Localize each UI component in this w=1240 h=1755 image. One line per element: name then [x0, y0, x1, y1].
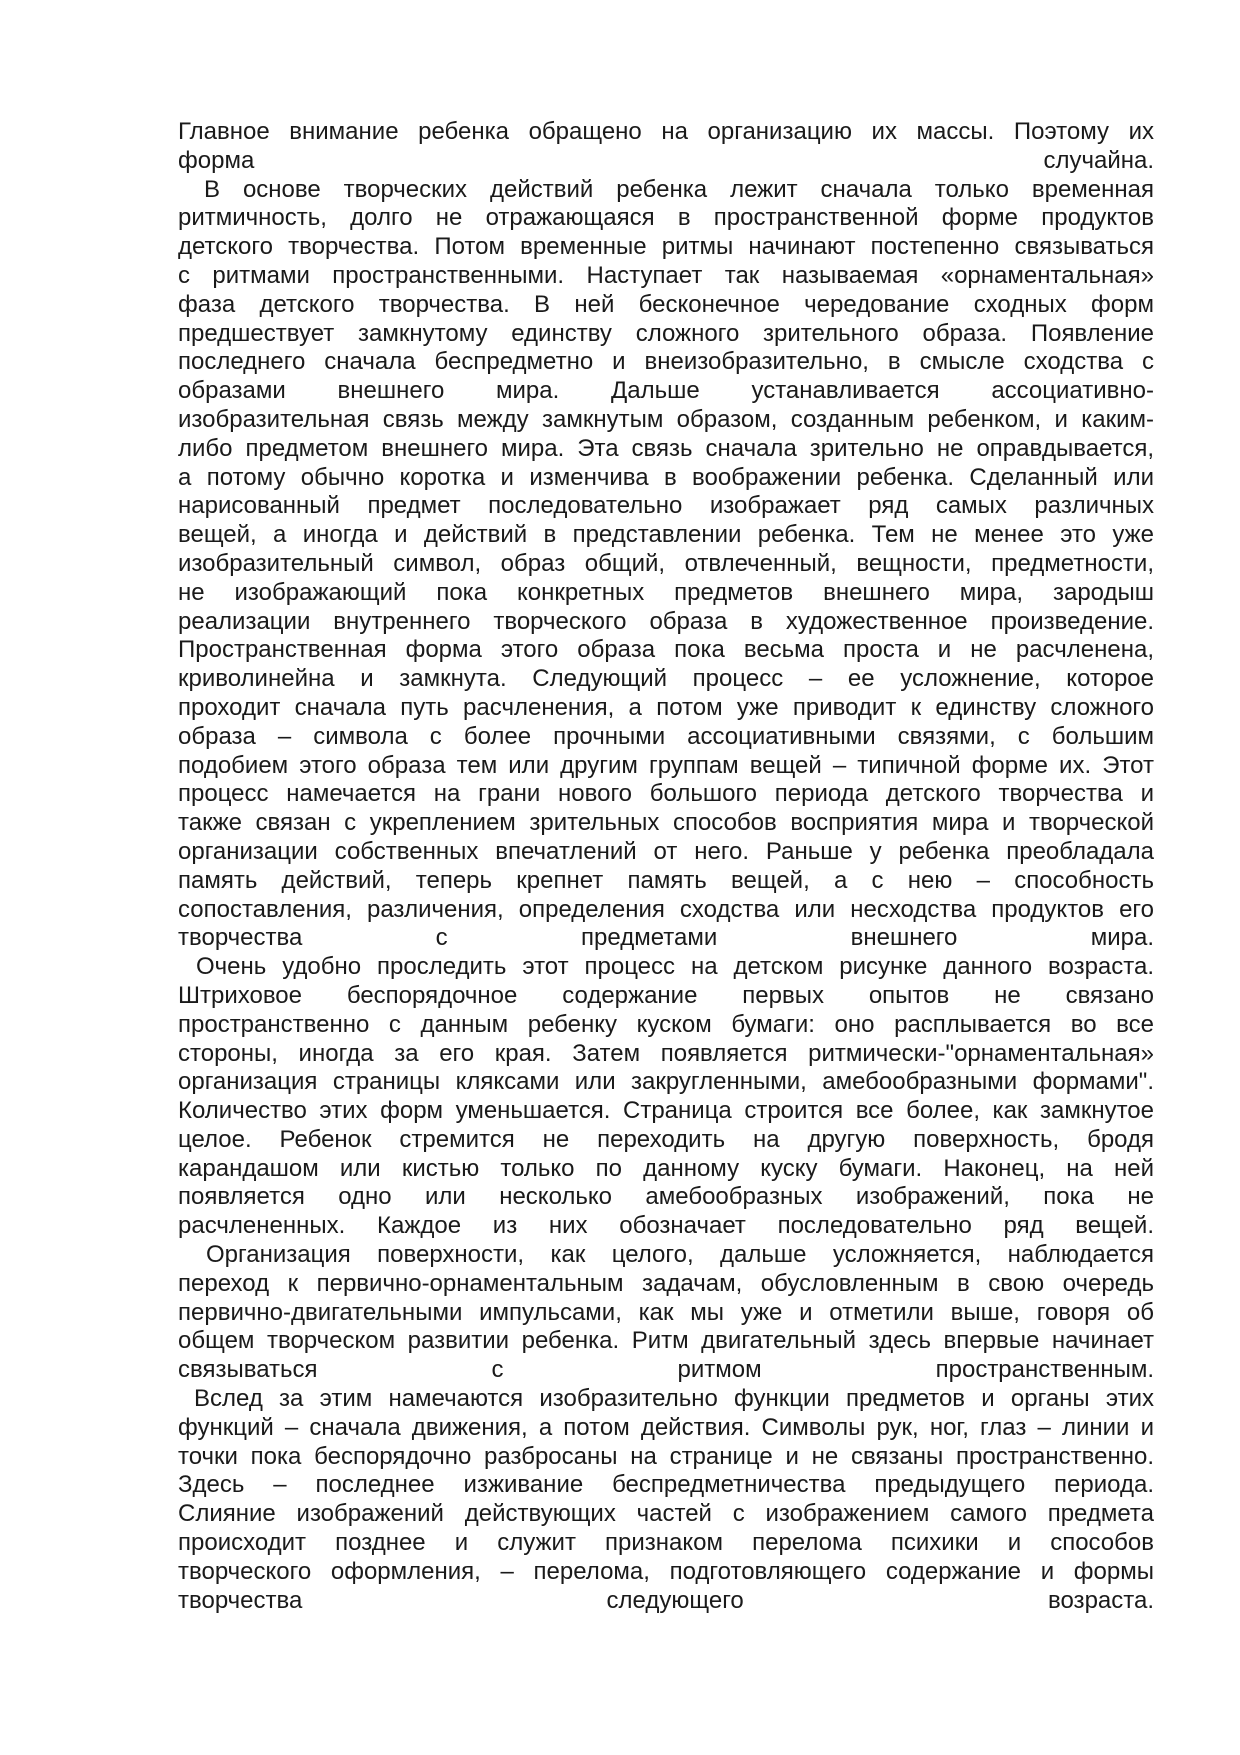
text-line: фаза детского творчества. В ней бесконечное чередование сходных форм: [178, 290, 1154, 318]
text-line: а потому обычно коротка и изменчива в воображении ребенка. Сделанный или: [178, 463, 1154, 491]
text-line: происходит позднее и служит признаком перелома психики и способов: [178, 1529, 1154, 1557]
text-line: Слияние изображений действующих частей с изображением самого предмета: [178, 1500, 1154, 1528]
text-line: функций – сначала движения, а потом действия. Символы рук, ног, глаз – линии и: [178, 1413, 1154, 1441]
text-line: последнего сначала беспредметно и внеизобразительно, в смысле сходства с: [178, 348, 1154, 376]
text-line: либо предметом внешнего мира. Эта связь сначала зрительно не оправдывается,: [178, 434, 1154, 462]
text-line: организация страницы кляксами или закругленными, амебообразными формами".: [178, 1068, 1154, 1096]
text-line: Главное внимание ребенка обращено на организацию их массы. Поэтому их: [178, 118, 1154, 145]
text-line: Очень удобно проследить этот процесс на детском рисунке данного возраста.: [196, 953, 1154, 981]
text-line: предшествует замкнутому единству сложного зрительного образа. Появление: [178, 319, 1154, 347]
text-line: процесс намечается на грани нового большого периода детского творчества и: [178, 780, 1154, 808]
text-line: вещей, а иногда и действий в представлении ребенка. Тем не менее это уже: [178, 521, 1154, 549]
text-line: не изображающий пока конкретных предметов внешнего мира, зародыш: [178, 578, 1154, 606]
text-line: расчлененных. Каждое из них обозначает последовательно ряд вещей.: [178, 1212, 1154, 1240]
text-line: также связан с укреплением зрительных способов восприятия мира и творческой: [178, 809, 1154, 837]
text-line: целое. Ребенок стремится не переходить на другую поверхность, бродя: [178, 1125, 1154, 1153]
text-line: переход к первично-орнаментальным задачам, обусловленным в свою очередь: [178, 1269, 1154, 1297]
text-line: ритмичность, долго не отражающаяся в пространственной форме продуктов: [178, 204, 1154, 232]
text-line: Организация поверхности, как целого, дальше усложняется, наблюдается: [206, 1241, 1154, 1269]
text-line: подобием этого образа тем или другим группам вещей – типичной форме их. Этот: [178, 751, 1154, 779]
text-line: стороны, иногда за его края. Затем появляется ритмически-"орнаментальная»: [178, 1039, 1154, 1067]
text-line: изобразительная связь между замкнутым образом, созданным ребенком, и каким-: [178, 405, 1154, 433]
text-line: В основе творческих действий ребенка лежит сначала только временная: [204, 175, 1154, 203]
text-line: образами внешнего мира. Дальше устанавливается ассоциативно-: [178, 377, 1154, 405]
text-line: сопоставления, различения, определения сходства или несходства продуктов его: [178, 895, 1154, 923]
text-line: появляется одно или несколько амебообразных изображений, пока не: [178, 1183, 1154, 1211]
text-line: Штриховое беспорядочное содержание первых опытов не связано: [178, 981, 1154, 1009]
text-line: детского творчества. Потом временные ритмы начинают постепенно связываться: [178, 233, 1154, 261]
text-line: творчества с предметами внешнего мира.: [178, 924, 1154, 952]
text-line: Пространственная форма этого образа пока весьма проста и не расчленена,: [178, 636, 1154, 664]
text-line: криволинейна и замкнута. Следующий процесс – ее усложнение, которое: [178, 665, 1154, 693]
document-body: [178, 118, 1154, 1615]
text-line: пространственно с данным ребенку куском бумаги: оно расплывается во все: [178, 1010, 1154, 1038]
text-line: Здесь – последнее изживание беспредметничества предыдущего периода.: [178, 1471, 1154, 1499]
text-line: изобразительный символ, образ общий, отвлеченный, вещности, предметности,: [178, 549, 1154, 577]
text-line: с ритмами пространственными. Наступает так называемая «орнаментальная»: [178, 261, 1154, 289]
text-line: реализации внутреннего творческого образа в художественное произведение.: [178, 607, 1154, 635]
text-line: Количество этих форм уменьшается. Страница строится все более, как замкнутое: [178, 1097, 1154, 1125]
text-line: общем творческом развитии ребенка. Ритм двигательный здесь впервые начинает: [178, 1327, 1154, 1355]
text-line: карандашом или кистью только по данному куску бумаги. Наконец, на ней: [178, 1154, 1154, 1182]
text-line: форма случайна.: [178, 146, 1154, 174]
text-line: Вслед за этим намечаются изобразительно функции предметов и органы этих: [194, 1385, 1154, 1413]
text-line: связываться с ритмом пространственным.: [178, 1356, 1154, 1384]
text-line: нарисованный предмет последовательно изображает ряд самых различных: [178, 492, 1154, 520]
text-line: точки пока беспорядочно разбросаны на странице и не связаны пространственно.: [178, 1442, 1154, 1470]
text-line: память действий, теперь крепнет память вещей, а с нею – способность: [178, 866, 1154, 894]
text-line: образа – символа с более прочными ассоциативными связями, с большим: [178, 722, 1154, 750]
text-line: первично-двигательными импульсами, как мы уже и отметили выше, говоря об: [178, 1298, 1154, 1326]
text-line: творческого оформления, – перелома, подготовляющего содержание и формы: [178, 1557, 1154, 1585]
text-line: организации собственных впечатлений от него. Раньше у ребенка преобладала: [178, 837, 1154, 865]
text-line: проходит сначала путь расчленения, а потом уже приводит к единству сложного: [178, 693, 1154, 721]
text-line: творчества следующего возраста.: [178, 1586, 1154, 1614]
